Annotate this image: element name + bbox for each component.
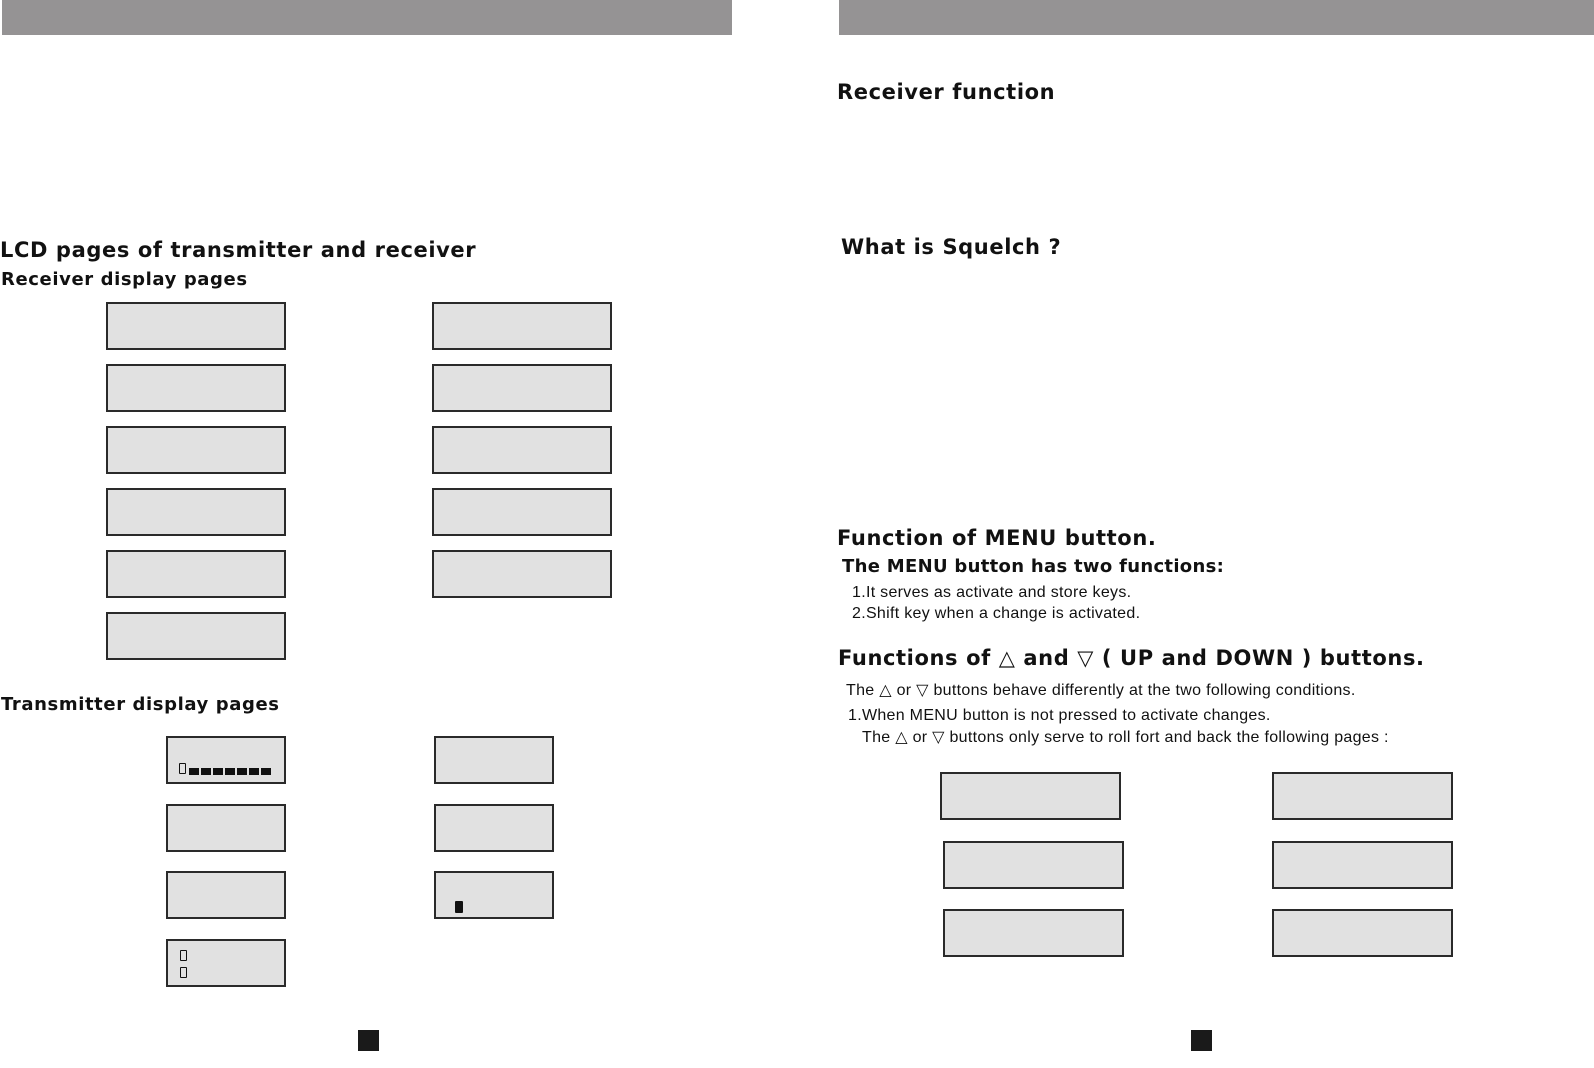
menu-button-subheading: The MENU button has two functions: [842,556,1225,577]
right-page-number-marker [1191,1030,1212,1051]
page-roll-lcd-screen-6 [1272,909,1453,957]
transmitter-lcd-screen-2 [166,804,286,852]
left-page-number-marker [358,1030,379,1051]
transmitter-lcd-screen-4 [166,939,286,987]
transmitter-lcd-screen-3 [166,871,286,919]
receiver-lcd-screen-6 [106,612,286,660]
receiver-display-pages-heading: Receiver display pages [1,269,248,290]
receiver-lcd-screen-10 [432,488,612,536]
receiver-lcd-screen-9 [432,426,612,474]
rf-level-segment [237,768,247,775]
page-roll-lcd-screen-1 [940,772,1121,820]
menu-function-item-2: 2.Shift key when a change is activated. [852,605,1141,622]
squelch-heading: What is Squelch ? [841,235,1062,259]
transmitter-lcd-screen-6 [434,804,554,852]
page-roll-lcd-screen-4 [1272,772,1453,820]
lcd-pages-heading: LCD pages of transmitter and receiver [0,238,477,262]
rf-level-segment [249,768,259,775]
receiver-lcd-screen-2 [106,364,286,412]
up-down-condition-1-detail: The △ or ▽ buttons only serve to roll fort and back the following pages : [862,729,1389,746]
up-down-condition-1: 1.When MENU button is not pressed to activate changes. [848,707,1271,724]
rf-level-segment [201,768,211,775]
receiver-lcd-screen-1 [106,302,286,350]
receiver-lcd-screen-7 [432,302,612,350]
transmitter-lcd-screen-5 [434,736,554,784]
receiver-lcd-screen-11 [432,550,612,598]
battery-empty-icon [179,763,186,774]
rf-level-segment [213,768,223,775]
receiver-lcd-screen-3 [106,426,286,474]
rf-level-segment [225,768,235,775]
transmitter-display-pages-heading: Transmitter display pages [1,694,280,715]
page-roll-lcd-screen-5 [1272,841,1453,889]
rf-level-segment [261,768,271,775]
battery-full-icon [455,901,463,913]
receiver-lcd-screen-5 [106,550,286,598]
menu-button-heading: Function of MENU button. [837,526,1157,550]
page-roll-lcd-screen-3 [943,909,1124,957]
battery-empty-icon [180,967,187,978]
up-down-buttons-heading: Functions of △ and ▽ ( UP and DOWN ) buttons. [838,646,1425,670]
receiver-lcd-screen-4 [106,488,286,536]
receiver-lcd-screen-8 [432,364,612,412]
battery-empty-icon [180,950,187,961]
menu-function-item-1: 1.It serves as activate and store keys. [852,584,1132,601]
page-roll-lcd-screen-2 [943,841,1124,889]
rf-level-segment [189,768,199,775]
transmitter-lcd-screen-1 [166,736,286,784]
up-down-intro-text: The △ or ▽ buttons behave differently at the two following conditions. [846,682,1356,699]
right-page-header-bar [839,0,1594,35]
receiver-function-heading: Receiver function [837,80,1056,104]
left-page-header-bar [2,0,732,35]
transmitter-lcd-screen-7 [434,871,554,919]
